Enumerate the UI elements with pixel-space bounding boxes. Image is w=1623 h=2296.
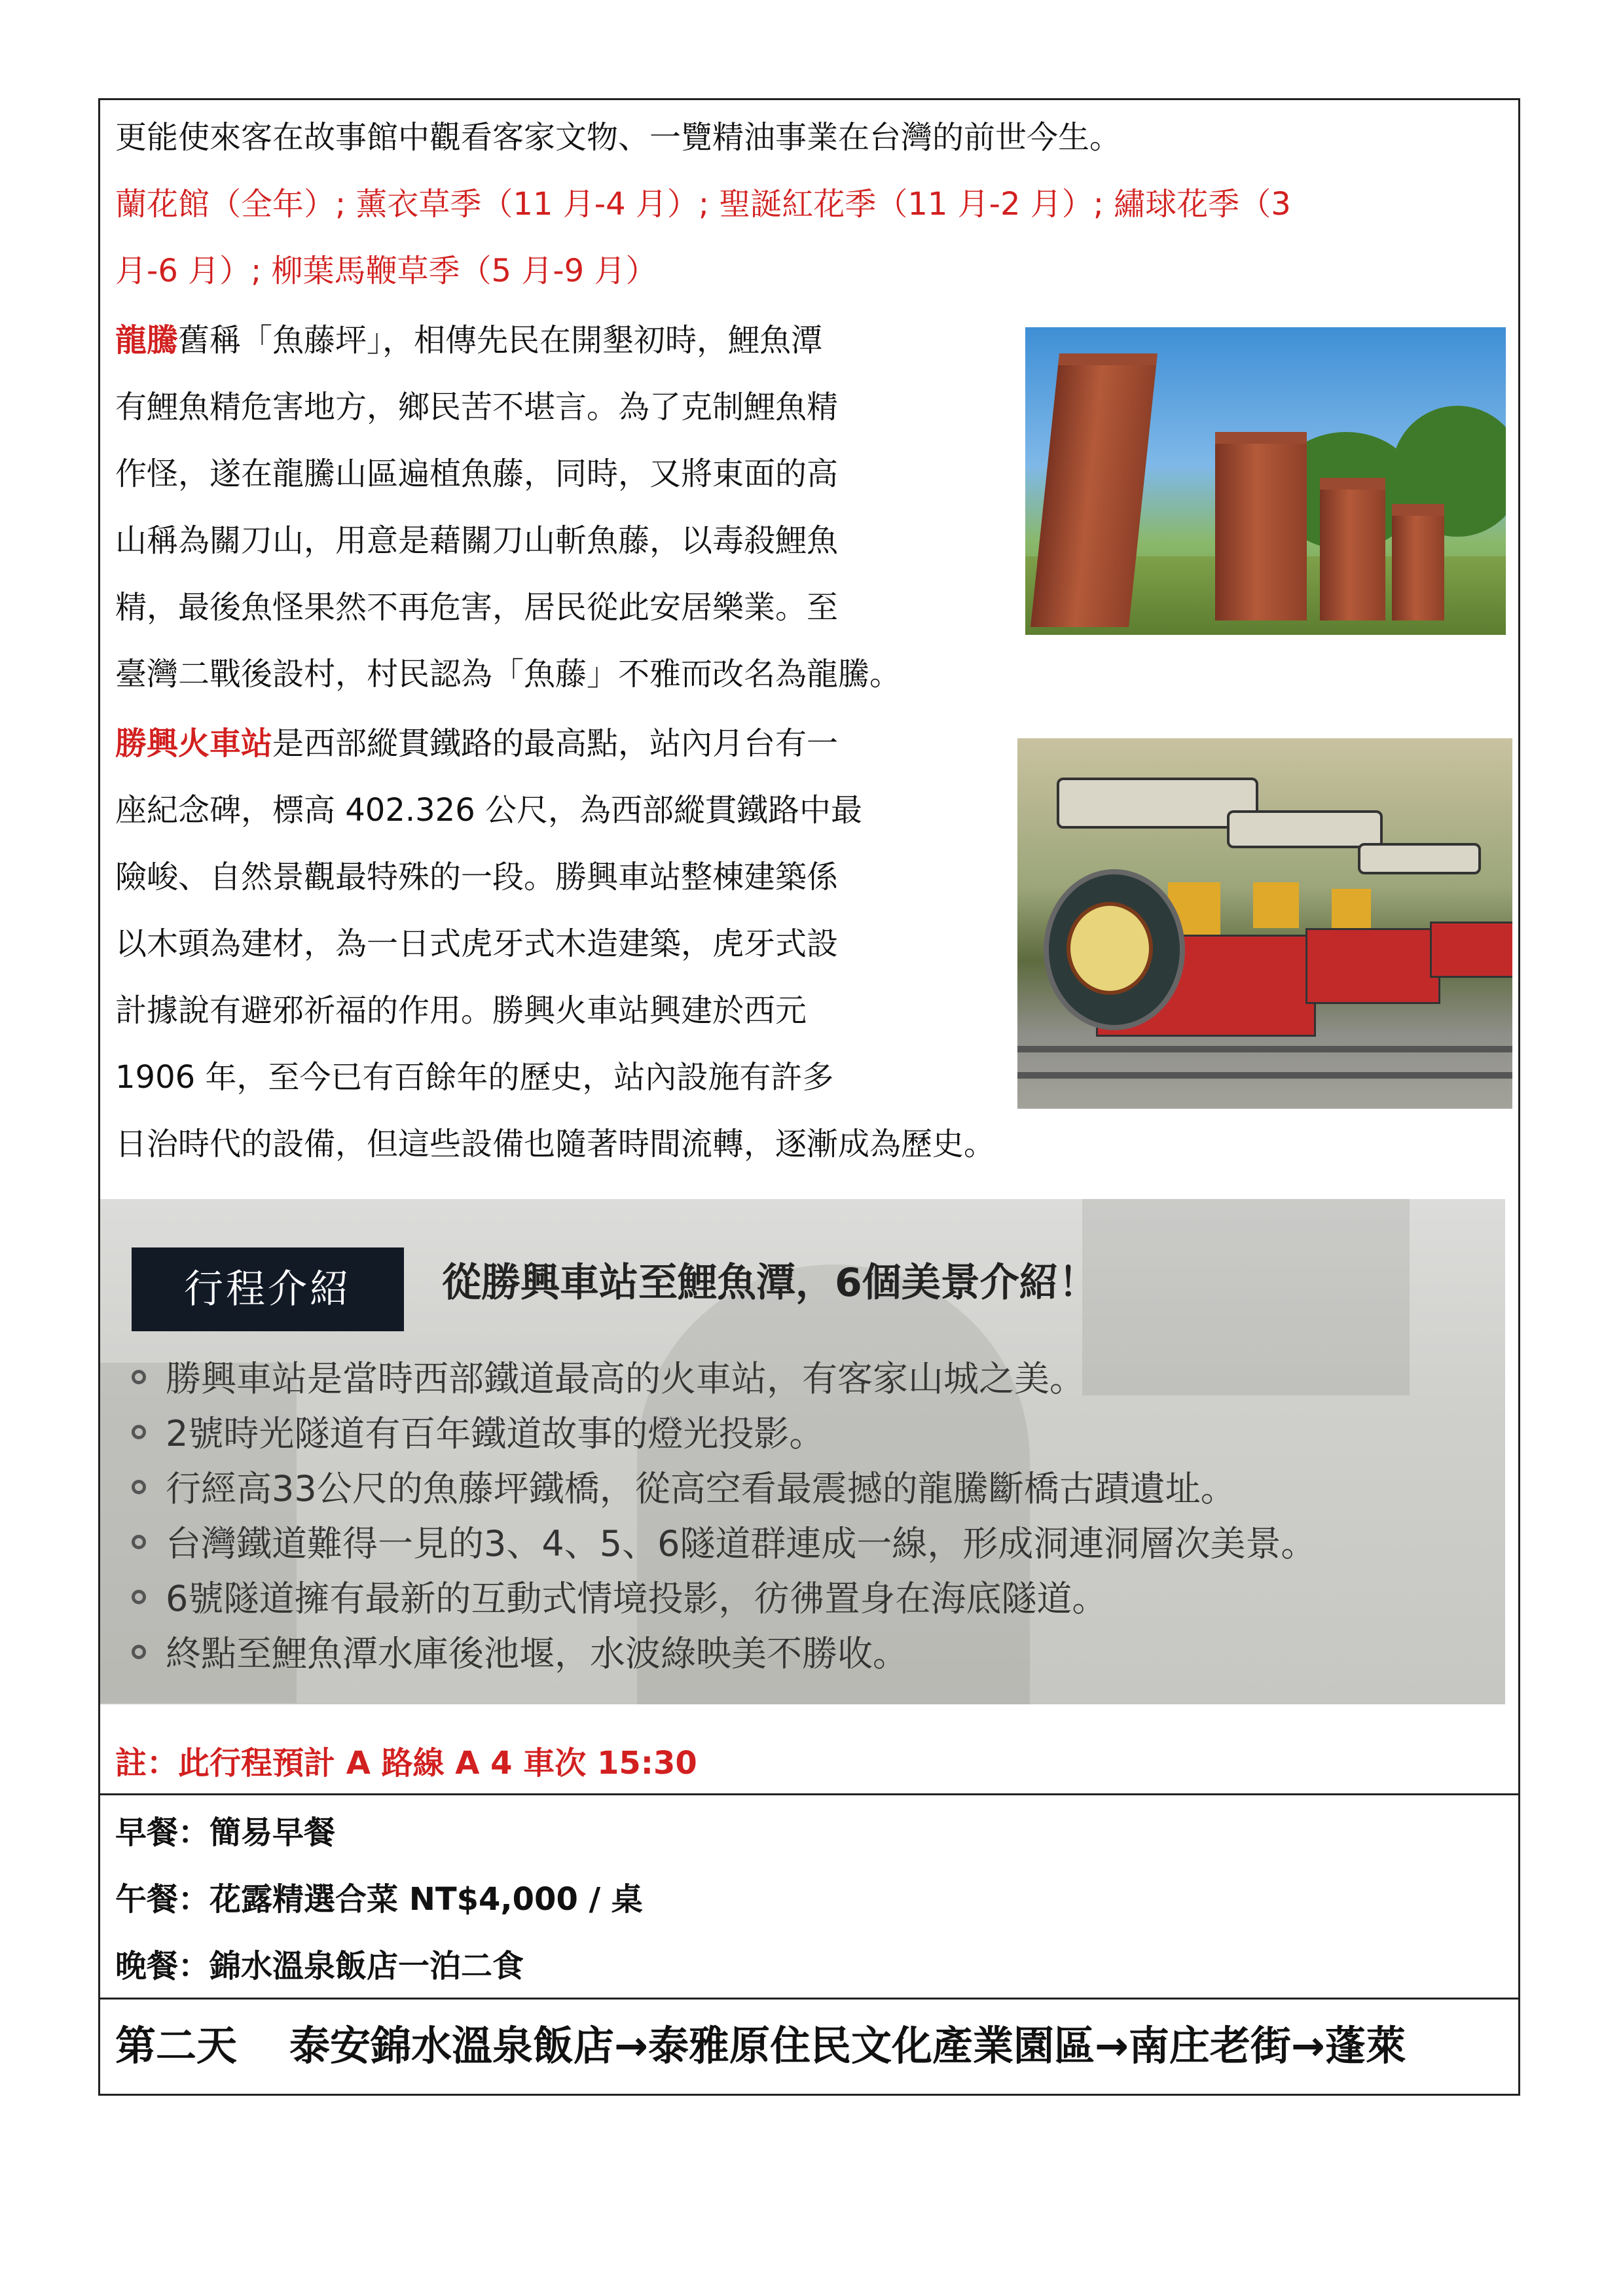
intro-line: 更能使來客在故事館中觀看客家文物、一覽精油事業在台灣的前世今生。 [115, 119, 1122, 156]
day-two-route [115, 2020, 1406, 2072]
shengxing-line-3: 險峻、自然景觀最特殊的一段。勝興車站整棟建築係 [115, 859, 839, 895]
dinner: 晚餐：錦水溫泉飯店一泊二食 [115, 1948, 524, 1984]
seasons-line-1: 蘭花館（全年）; 薰衣草季（11 月-4 月）; 聖誕紅花季（11 月-2 月）; 繡球花季（3 [115, 186, 1291, 223]
longteng-bridge-photo [1025, 327, 1506, 635]
breakfast: 早餐：簡易早餐 [115, 1814, 336, 1851]
divider [98, 1998, 1520, 2000]
itinerary-item: 台灣鐵道難得一見的3、4、5、6隧道群連成一線，形成洞連洞層次美景。 [132, 1521, 1316, 1567]
bullet-icon [132, 1480, 146, 1494]
longteng-title: 龍騰 [115, 322, 179, 359]
lunch: 午餐：花露精選合菜 NT$4,000 / 桌 [115, 1881, 643, 1918]
bullet-icon [132, 1645, 146, 1659]
shengxing-line-1: 勝興火車站是西部縱貫鐵路的最高點，站內月台有一 [115, 725, 839, 762]
seasons-line-2: 月-6 月）; 柳葉馬鞭草季（5 月-9 月） [115, 253, 657, 289]
day-label: 第二天 [115, 2022, 238, 2070]
longteng-line-1: 龍騰舊稱「魚藤坪」，相傳先民在開墾初時，鯉魚潭 [115, 322, 823, 359]
itinerary-item: 行經高33公尺的魚藤坪鐵橋，從高空看最震撼的龍騰斷橋古蹟遺址。 [132, 1466, 1236, 1512]
itinerary-box [100, 1199, 1505, 1704]
bullet-icon [132, 1425, 146, 1439]
bullet-icon [132, 1370, 146, 1384]
bullet-icon [132, 1590, 146, 1604]
itinerary-heading: 從勝興車站至鯉魚潭，6個美景介紹！ [442, 1260, 1098, 1306]
longteng-line-4: 山稱為關刀山，用意是藉關刀山斬魚藤，以毒殺鯉魚 [115, 522, 839, 559]
shengxing-line-6: 1906 年，至今已有百餘年的歷史，站內設施有許多 [115, 1059, 834, 1096]
shengxing-line-2: 座紀念碑，標高 402.326 公尺，為西部縱貫鐵路中最 [115, 792, 863, 829]
longteng-line-2: 有鯉魚精危害地方，鄉民苦不堪言。為了克制鯉魚精 [115, 389, 839, 425]
shengxing-line-5: 計據說有避邪祈福的作用。勝興火車站興建於西元 [115, 992, 807, 1029]
longteng-line-6: 臺灣二戰後設村，村民認為「魚藤」不雅而改名為龍騰。 [115, 656, 902, 692]
itinerary-item: 終點至鯉魚潭水庫後池堰，水波綠映美不勝收。 [132, 1631, 908, 1677]
divider [98, 1793, 1520, 1795]
bullet-icon [132, 1535, 146, 1549]
longteng-line-5: 精，最後魚怪果然不再危害，居民從此安居樂業。至 [115, 589, 839, 626]
longteng-line-3: 作怪，遂在龍騰山區遍植魚藤，同時，又將東面的高 [115, 456, 839, 492]
shengxing-line-4: 以木頭為建材，為一日式虎牙式木造建築，虎牙式設 [115, 925, 839, 962]
shengxing-train-photo [1017, 738, 1512, 1109]
itinerary-item: 勝興車站是當時西部鐵道最高的火車站，有客家山城之美。 [132, 1356, 1085, 1402]
itinerary-tag: 行程介紹 [132, 1247, 404, 1331]
itinerary-item: 2號時光隧道有百年鐵道故事的燈光投影。 [132, 1411, 824, 1457]
schedule-note: 註：此行程預計 A 路線 A 4 車次 15:30 [115, 1745, 697, 1782]
itinerary-item: 6號隧道擁有最新的互動式情境投影，彷彿置身在海底隧道。 [132, 1576, 1107, 1622]
shengxing-title: 勝興火車站 [115, 725, 273, 762]
route: 泰安錦水溫泉飯店→泰雅原住民文化產業園區→南庄老街→蓬萊 [289, 2022, 1406, 2070]
shengxing-line-7: 日治時代的設備，但這些設備也隨著時間流轉，逐漸成為歷史。 [115, 1126, 996, 1162]
